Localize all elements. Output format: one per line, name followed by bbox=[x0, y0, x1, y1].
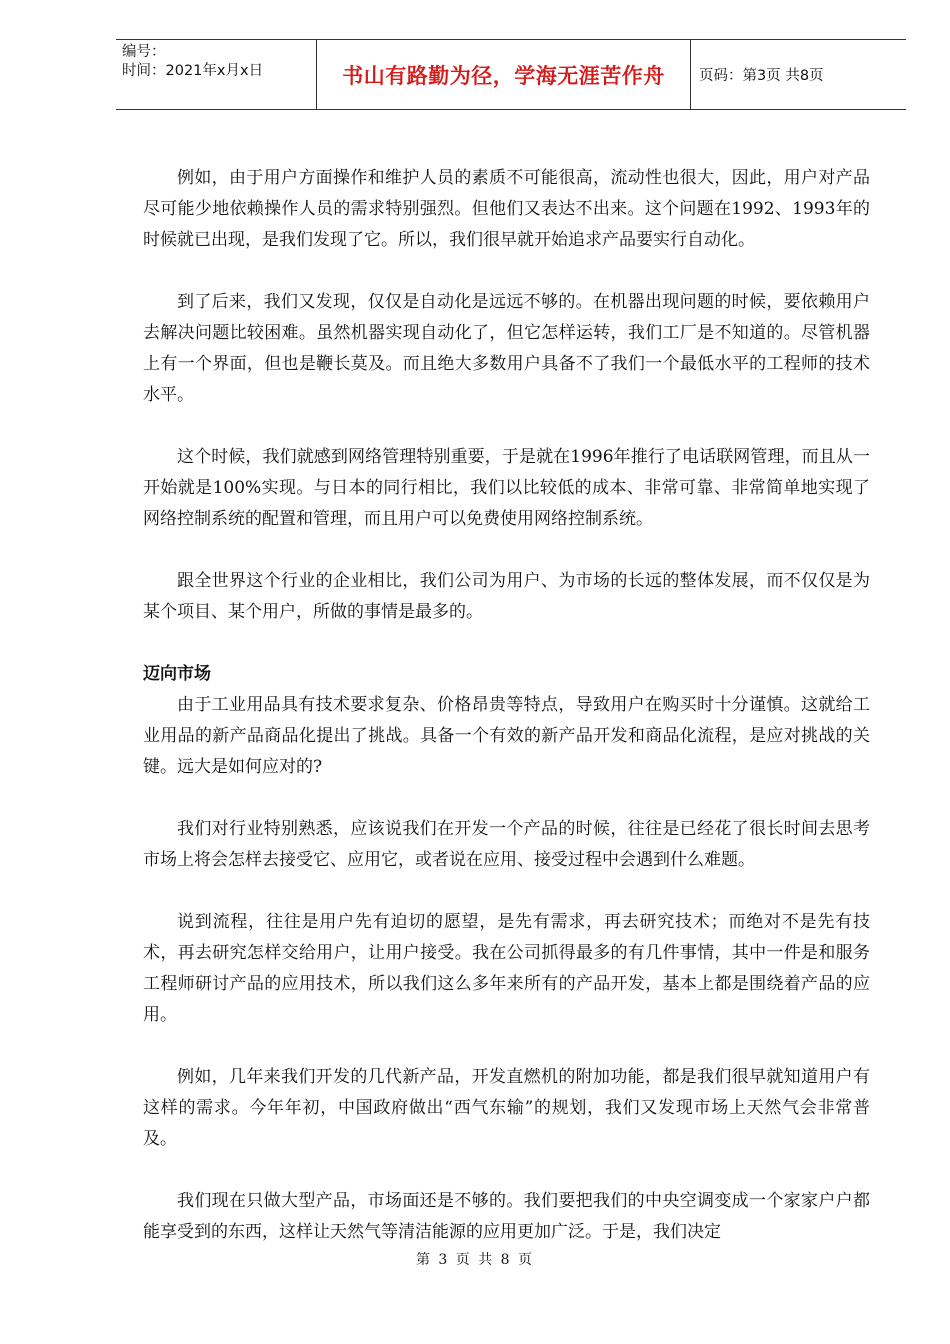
body-paragraph: 说到流程，往往是用户先有迫切的愿望，是先有需求，再去研究技术；而绝对不是先有技术，再去研究怎样交给用户，让用户接受。我在公司抓得最多的有几件事情，其中一件是和服务工程师研讨产品的应用技术，所以我们这么多年来所有的产品开发，基本上都是围绕着产品的应用。 bbox=[143, 912, 870, 1025]
header-page-cell bbox=[691, 40, 906, 109]
body-paragraph: 我们现在只做大型产品，市场面还是不够的。我们要把我们的中央空调变成一个家家户户都能享受到的东西，这样让天然气等清洁能源的应用更加广泛。于是，我们决定 bbox=[143, 1191, 870, 1242]
body-paragraph: 例如，由于用户方面操作和维护人员的素质不可能很高，流动性也很大，因此，用户对产品尽可能少地依赖操作人员的需求特别强烈。但他们又表达不出来。这个问题在1992、1993年的时候就已出现，是我们发现了它。所以，我们很早就开始追求产品要实行自动化。 bbox=[143, 168, 870, 250]
document-time-label: 时间：2021年x月x日 bbox=[122, 63, 264, 79]
body-paragraph: 我们对行业特别熟悉，应该说我们在开发一个产品的时候，往往是已经花了很长时间去思考市场上将会怎样去接受它、应用它，或者说在应用、接受过程中会遇到什么难题。 bbox=[143, 819, 870, 870]
header-motto: 书山有路勤为径，学海无涯苦作舟 bbox=[342, 63, 665, 88]
document-body bbox=[143, 163, 870, 1279]
document-number-label: 编号： bbox=[122, 44, 166, 60]
page-footer: 第 3 页 共 8 页 bbox=[415, 1252, 535, 1268]
body-paragraph: 跟全世界这个行业的企业相比，我们公司为用户、为市场的长远的整体发展，而不仅仅是为某个项目、某个用户，所做的事情是最多的。 bbox=[143, 571, 870, 622]
header-motto-cell bbox=[317, 40, 691, 109]
header-page-info: 页码：第3页 共8页 bbox=[699, 68, 824, 84]
body-paragraph: 到了后来，我们又发现，仅仅是自动化是远远不够的。在机器出现问题的时候，要依赖用户去解决问题比较困难。虽然机器实现自动化了，但它怎样运转，我们工厂是不知道的。尽管机器上有一个界面，但也是鞭长莫及。而且绝大多数用户具备不了我们一个最低水平的工程师的技术水平。 bbox=[143, 292, 870, 405]
header-meta-cell bbox=[116, 40, 317, 109]
document-header bbox=[116, 39, 906, 110]
body-paragraph: 由于工业用品具有技术要求复杂、价格昂贵等特点，导致用户在购买时十分谨慎。这就给工业用品的新产品商品化提出了挑战。具备一个有效的新产品开发和商品化流程，是应对挑战的关键。远大是如何应对的? bbox=[143, 695, 870, 777]
body-paragraph: 这个时候，我们就感到网络管理特别重要，于是就在1996年推行了电话联网管理，而且从一开始就是100%实现。与日本的同行相比，我们以比较低的成本、非常可靠、非常简单地实现了网络控制系统的配置和管理，而且用户可以免费使用网络控制系统。 bbox=[143, 447, 870, 529]
body-paragraph: 例如，几年来我们开发的几代新产品，开发直燃机的附加功能，都是我们很早就知道用户有这样的需求。今年年初，中国政府做出“西气东输”的规划，我们又发现市场上天然气会非常普及。 bbox=[143, 1067, 870, 1149]
section-heading: 迈向市场 bbox=[143, 664, 211, 684]
